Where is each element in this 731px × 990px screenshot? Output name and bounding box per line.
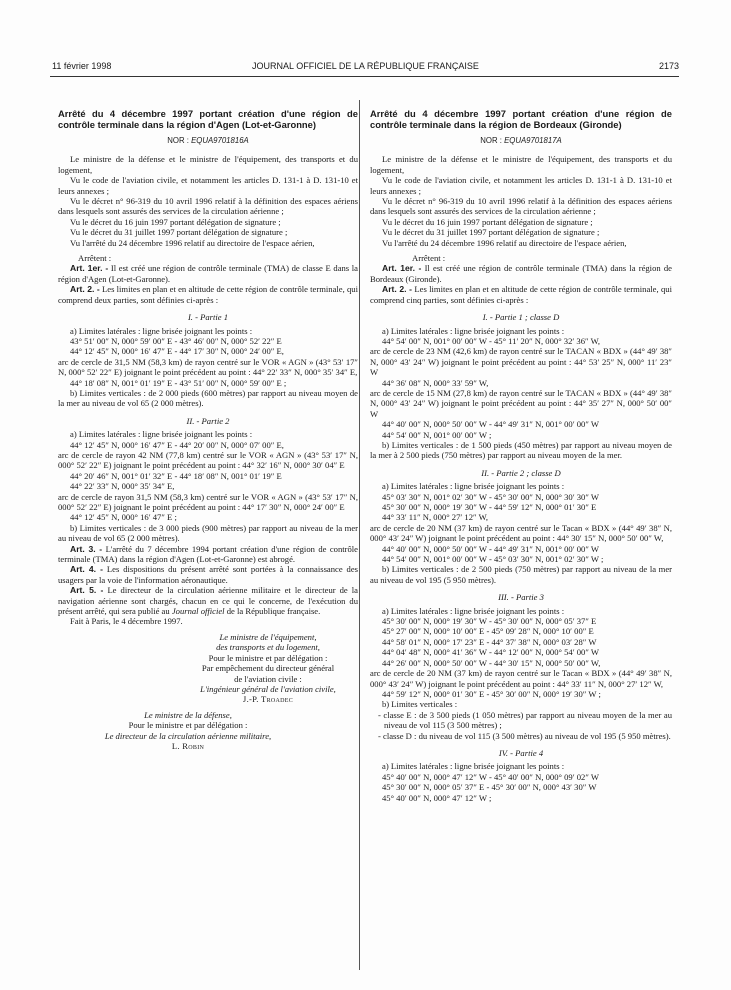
right-part4-lateral: a) Limites latérales : ligne brisée joignant les points :: [382, 761, 565, 772]
left-part1-vertical: b) Limites verticales : de 2 000 pieds (600 mètres) par rapport au niveau moyen de la mer au niveau de vol 65 (2 000 mètres).: [58, 387, 358, 409]
left-intro-4: Vu le décret du 31 juillet 1997 portant délégation de signature ;: [70, 227, 288, 238]
right-part2-heading: II. - Partie 2 ; classe D: [481, 467, 561, 478]
right-part3-heading: III. - Partie 3: [498, 592, 544, 603]
right-part2-lateral: a) Limites latérales : ligne brisée joignant les points :: [382, 481, 565, 492]
left-article-3: Art. 3. - L'arrêté du 7 décembre 1994 portant création d'une région de contrôle terminale (TMA) dans la région d'Agen (Lot-et-Garonne) est abrogé.: [58, 543, 358, 565]
page-header: [52, 61, 679, 73]
left-arretent: Arrêtent :: [78, 253, 112, 264]
right-arretent: Arrêtent :: [412, 253, 446, 264]
right-part1-line: 44° 36′ 08″ N, 000° 33′ 59″ W,: [382, 377, 489, 388]
left-nor-code: EQUA9701816A: [191, 136, 249, 145]
right-part1-line: 44° 54′ 00″ N, 001° 00′ 00″ W ;: [382, 429, 492, 440]
right-part3-line: 44° 59′ 12″ N, 000° 01′ 30″ E - 45° 30′ 00″ N, 000° 19′ 30″ W ;: [382, 688, 601, 699]
left-part1-arc: arc de cercle de 31,5 NM (58,3 km) de rayon centré sur le VOR « AGN » (43° 53′ 17″ N, 000° 52′ 22″ E) joignant le point précédent au point : 44° 22′ 33″ N, 000° 35′ 34″ E,: [58, 356, 358, 378]
left-part2-vertical: b) Limites verticales : de 3 000 pieds (900 mètres) par rapport au niveau de la mer au niveau de vol 65 (2 000 mètres).: [58, 522, 358, 544]
signatory-robin: L. Robin: [171, 740, 205, 751]
left-column: [58, 108, 358, 751]
column-divider: [359, 100, 360, 970]
right-intro-0: Le ministre de la défense et le ministre de l'équipement, des transports et du logement,: [370, 154, 672, 175]
right-intro-3: Vu le décret du 16 juin 1997 portant délégation de signature ;: [382, 216, 593, 227]
right-part1-vertical: b) Limites verticales : de 1 500 pieds (450 mètres) par rapport au niveau moyen de la mer à 2 500 pieds (750 mètres) par rapport au niveau moyen de la mer.: [370, 439, 672, 461]
right-part3-line: 44° 58′ 01″ N, 000° 17′ 23″ E - 44° 37′ 38″ N, 000° 03′ 28″ W: [382, 636, 597, 647]
right-part1-heading: I. - Partie 1 ; classe D: [482, 312, 560, 323]
left-part2-line: 44° 12′ 45″ N, 000° 16′ 47″ E - 44° 20′ 00″ N, 000° 07′ 00″ E,: [70, 439, 284, 450]
left-part1-last: 44° 18′ 08″ N, 001° 01′ 19″ E - 43° 51′ 00″ N, 000° 59′ 00″ E ;: [70, 377, 287, 388]
left-part2-heading: II. - Partie 2: [186, 415, 230, 426]
right-intro-1: Vu le code de l'aviation civile, et notamment les articles D. 131-1 à D. 131-10 et leurs annexes ;: [370, 175, 672, 196]
header-date: 11 février 1998: [52, 61, 112, 71]
right-part1-line: 44° 40′ 00″ N, 000° 50′ 00″ W - 44° 49′ 31″ N, 001° 00′ 00″ W: [382, 419, 600, 430]
right-part1-arc1: arc de cercle de 23 NM (42,6 km) de rayon centré sur le TACAN « BDX » (44° 49′ 38″ N, 000° 43′ 24″ W) joignant le point précédent au point : 44° 53′ 25″ N, 000° 11′ 23″ W: [370, 346, 672, 378]
right-intro-5: Vu l'arrêté du 24 décembre 1996 relatif au directoire de l'espace aérien,: [382, 237, 627, 248]
right-part3-lateral: a) Limites latérales : ligne brisée joignant les points :: [382, 605, 565, 616]
left-intro-3: Vu le décret du 16 juin 1997 portant délégation de signature ;: [70, 216, 281, 227]
left-part2-lateral: a) Limites latérales : ligne brisée joignant les points :: [70, 429, 253, 440]
right-part4-line: 45° 40′ 00″ N, 000° 47′ 12″ W - 45° 40′ 00″ N, 000° 09′ 02″ W: [382, 771, 600, 782]
right-part3-vertical: b) Limites verticales :: [382, 699, 458, 710]
left-intro-2: Vu le décret n° 96-319 du 10 avril 1996 relatif à la définition des espaces aériens dans lesquels sont assurés des services de la circulation aérienne ;: [58, 196, 358, 217]
left-part2-arc1: arc de cercle de rayon 42 NM (77,8 km) centré sur le VOR « AGN » (43° 53′ 17″ N, 000° 52′ 22″ E) joignant le point précédent au point : 44° 32′ 16″ N, 000° 30′ 04″ E: [58, 449, 358, 471]
right-part2-line: 45° 30′ 00″ N, 000° 19′ 30″ W - 44° 59′ 12″ N, 000° 01′ 30″ E: [382, 502, 597, 512]
left-part1-lateral: a) Limites latérales : ligne brisée joignant les points :: [70, 325, 253, 336]
right-intro-4: Vu le décret du 31 juillet 1997 portant délégation de signature ;: [382, 227, 600, 238]
left-intro-1: Vu le code de l'aviation civile, et notamment les articles D. 131-1 à D. 131-10 et leurs annexes ;: [58, 175, 358, 196]
right-nor: NOR : EQUA9701817A: [480, 136, 562, 145]
right-part1-line: 44° 54′ 00″ N, 001° 00′ 00″ W - 45° 11′ 20″ N, 000° 32′ 36″ W,: [382, 335, 601, 346]
header-page-number: 2173: [658, 61, 679, 71]
right-part3-line: 45° 30′ 00″ N, 000° 19′ 30″ W - 45° 30′ 00″ N, 000° 05′ 37″ E: [382, 616, 597, 627]
right-part2-line: 45° 03′ 30″ N, 001° 02′ 30″ W - 45° 30′ 00″ N, 000° 30′ 30″ W: [382, 491, 600, 502]
right-part2-line: 44° 54′ 00″ N, 001° 00′ 00″ W - 45° 03′ 30″ N, 001° 02′ 30″ W ;: [382, 554, 604, 565]
right-article-2: Art. 2. - Les limites en plan et en altitude de cette région de contrôle terminale, qui comprend cinq parties, sont définies ci-après :: [370, 284, 672, 305]
left-article-1: Art. 1er. - Il est créé une région de contrôle terminale (TMA) de classe E dans la région d'Agen (Lot-et-Garonne).: [58, 263, 358, 284]
left-article-5: Art. 5. - Le directeur de la circulation aérienne militaire et le directeur de la navigation aérienne sont chargés, chacun en ce qui le concerne, de l'exécution du présent arrêté, qui sera publié au Journal officiel de la République française.: [58, 585, 358, 617]
right-part3-line: 44° 04′ 48″ N, 000° 41′ 36″ W - 44° 12′ 00″ N, 000° 54′ 00″ W: [382, 647, 600, 658]
right-article-1: Art. 1er. - Il est créé une région de contrôle terminale (TMA) dans la région de Bordeaux (Gironde).: [370, 263, 672, 284]
right-part4-heading: IV. - Partie 4: [498, 747, 544, 758]
left-part2-line: 44° 20′ 46″ N, 001° 01′ 32″ E - 44° 18′ 08″ N, 001° 01′ 19″ E: [70, 470, 282, 481]
right-part4-line: 45° 40′ 00″ N, 000° 47′ 12″ W ;: [382, 792, 492, 803]
right-column: [370, 108, 672, 803]
right-part2-line: 44° 33′ 11″ N, 000° 27′ 12″ W,: [382, 512, 489, 523]
left-intro-5: Vu l'arrêté du 24 décembre 1996 relatif au directoire de l'espace aérien,: [70, 237, 315, 248]
right-part2-line: 44° 40′ 00″ N, 000° 50′ 00″ W - 44° 49′ 31″ N, 001° 00′ 00″ W: [382, 543, 600, 554]
header-rule: [50, 76, 679, 77]
right-part4-line: 45° 30′ 00″ N, 000° 05′ 37″ E - 45° 30′ 00″ N, 000° 43′ 30″ W: [382, 782, 597, 793]
left-part1-line: 44° 12′ 45″ N, 000° 16′ 47″ E - 44° 17′ 30″ N, 000° 24′ 00″ E,: [70, 346, 284, 357]
right-part3-line: 44° 26′ 00″ N, 000° 50′ 00″ W - 44° 30′ 15″ N, 000° 50′ 00″ W,: [382, 657, 601, 668]
left-part2-last: 44° 12′ 45″ N, 000° 16′ 47″ E ;: [70, 512, 177, 523]
header-journal-title: JOURNAL OFFICIEL DE LA RÉPUBLIQUE FRANÇAISE: [252, 61, 479, 71]
left-intro-0: Le ministre de la défense et le ministre de l'équipement, des transports et du logement,: [58, 154, 358, 175]
left-decree-title: Arrêté du 4 décembre 1997 portant création d'une région de contrôle terminale dans la région d'Agen (Lot-et-Garonne): [58, 108, 358, 130]
right-part3-class-d: - classe D : du niveau de vol 115 (3 500 mètres) au niveau de vol 195 (5 950 mètres).: [378, 730, 671, 741]
right-decree-title: Arrêté du 4 décembre 1997 portant création d'une région de contrôle terminale dans la région de Bordeaux (Gironde): [370, 108, 672, 130]
right-intro-2: Vu le décret n° 96-319 du 10 avril 1996 relatif à la définition des espaces aériens dans lesquels sont assurés des services de la circulation aérienne ;: [370, 196, 672, 217]
left-article-2: Art. 2. - Les limites en plan et en altitude de cette région de contrôle terminale, qui comprend deux parties, sont définies ci-après :: [58, 284, 358, 305]
right-part2-vertical: b) Limites verticales : de 2 500 pieds (750 mètres) par rapport au niveau de la mer au niveau de vol 195 (5 950 mètres).: [370, 564, 672, 585]
left-nor: NOR : EQUA9701816A: [167, 136, 249, 145]
left-signature-defense: Le ministre de la défense, Pour le ministre et par délégation : Le directeur de la circulation aérienne militaire, L. Robin: [58, 710, 358, 752]
right-part3-class-e: - classe E : de 3 500 pieds (1 050 mètres) par rapport au niveau moyen de la mer au niveau de vol 115 (3 500 mètres) ;: [378, 709, 672, 731]
left-done-at: Fait à Paris, le 4 décembre 1997.: [70, 616, 183, 627]
right-part1-lateral: a) Limites latérales : ligne brisée joignant les points :: [382, 325, 565, 336]
right-nor-code: EQUA9701817A: [504, 136, 562, 145]
right-part3-arc: arc de cercle de 20 NM (37 km) de rayon centré sur le Tacan « BDX » (44° 49′ 38″ N, 000° 43′ 24″ W) joignant le point précédent au point : 44° 33′ 11″ N, 000° 27′ 12″ W,: [370, 668, 672, 689]
left-signature-equipment: Le ministre de l'équipement, des transports et du logement, Pour le ministre et par délégation : Par empêchement du directeur général de l'aviation civile : L'ingénieur général de l'aviation civile, J.-P. Troadec: [58, 632, 358, 705]
right-part2-arc: arc de cercle de 20 NM (37 km) de rayon centré sur le Tacan « BDX » (44° 49′ 38″ N, 000° 43′ 24″ W) joignant le point précédent au point : 44° 30′ 15″ N, 000° 50′ 00″ W,: [370, 522, 672, 544]
signatory-troadec: J.-P. Troadec: [242, 694, 294, 705]
left-part2-arc2: arc de cercle de rayon 31,5 NM (58,3 km) centré sur le VOR « AGN » (43° 53′ 17″ N, 000° 52′ 22″ E) joignant le point précédent au point : 44° 17′ 30″ N, 000° 24′ 00″ E: [58, 491, 358, 512]
right-part3-line: 45° 27′ 00″ N, 000° 10′ 00″ E - 45° 09′ 28″ N, 000° 10′ 00″ E: [382, 626, 594, 637]
right-part1-arc2: arc de cercle de 15 NM (27,8 km) de rayon centré sur le TACAN « BDX » (44° 49′ 38″ N, 000° 43′ 24″ W) joignant le point précédent au point : 44° 35′ 27″ N, 000° 50′ 00″ W: [370, 387, 672, 419]
left-part1-line: 43° 51′ 00″ N, 000° 59′ 00″ E - 43° 46′ 00″ N, 000° 52′ 22″ E: [70, 335, 282, 346]
left-part2-line: 44° 22′ 33″ N, 000° 35′ 34″ E,: [70, 481, 175, 492]
left-part1-heading: I. - Partie 1: [187, 312, 229, 323]
left-article-4: Art. 4. - Les dispositions du présent arrêté sont portées à la connaissance des usagers par la voie de l'information aéronautique.: [58, 564, 358, 585]
